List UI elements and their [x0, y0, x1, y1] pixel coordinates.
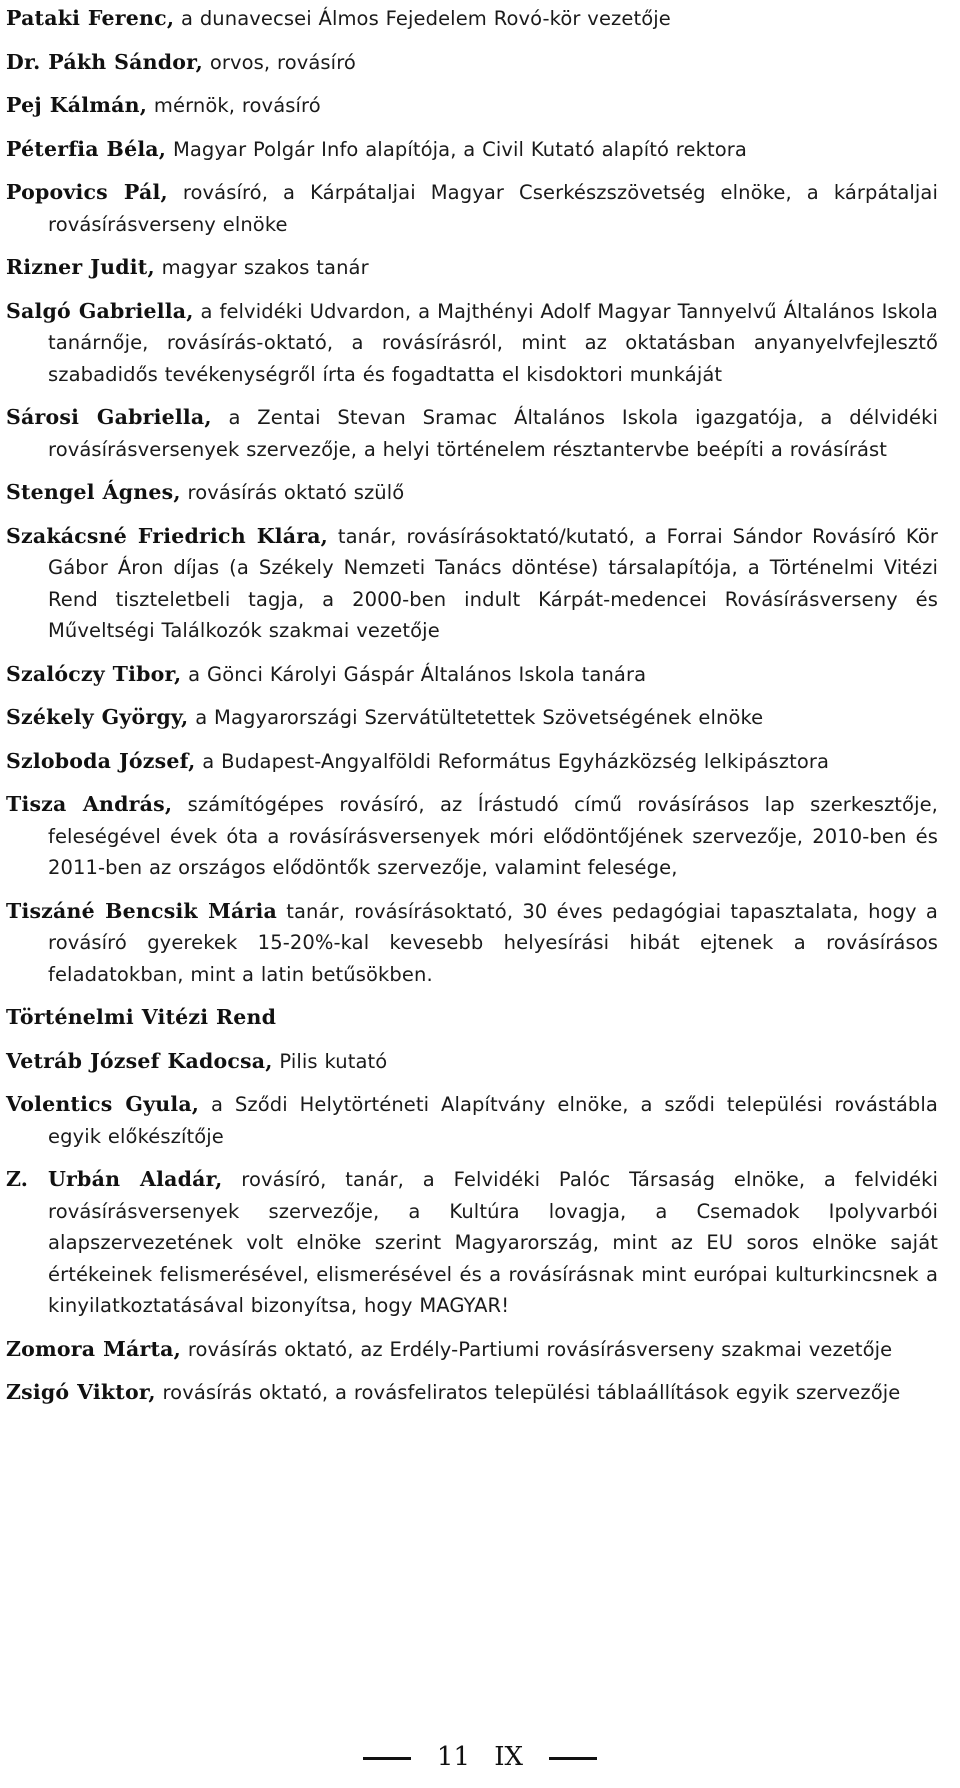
entry-description: tanár, rovásírásoktató/kutató, a Forrai Sándor Rovásíró Kör Gábor Áron díjas (a Székely Nemzeti Tanács döntése) társalapítója, a Történelmi Vitézi Rend tiszteletbeli tagja, a 2000-ben indult Kárpát-medencei Rovásírásverseny és Műveltségi Találkozók szakmai vezetője [48, 524, 938, 642]
entry-name: Rizner Judit, [6, 255, 155, 279]
entry-name: Pej Kálmán, [6, 93, 148, 117]
entry-name: Vetráb József Kadocsa, [6, 1048, 273, 1073]
entry-name: Tiszáné Bencsik Mária [6, 898, 277, 923]
entry-item [6, 177, 938, 240]
entry-description: számítógépes rovásíró, az Írástudó című rovásírásos lap szerkesztője, feleségével évek óta a rovásírásversenyek móri elődöntőjének szervezője, 2010-ben és 2011-ben az országos elődöntők szervezője, valamint felesége, [48, 793, 938, 879]
entry-item [6, 1334, 938, 1366]
footer-roman-numeral: IX [494, 1742, 524, 1772]
entry-item [6, 3, 938, 35]
entry-description: Magyar Polgár Info alapítója, a Civil Kutató alapító rektora [172, 137, 747, 161]
entry-item [6, 1046, 938, 1078]
entry-name: Pataki Ferenc, [6, 6, 175, 30]
entry-description: a Zentai Stevan Sramac Általános Iskola igazgatója, a délvidéki rovásírásversenyek szervezője, a helyi történelem résztantervbe beépíti a rovásírást [48, 406, 938, 461]
entry-name: Történelmi Vitézi Rend [6, 1005, 277, 1029]
page-footer [0, 1742, 960, 1772]
entry-description: rovásírás oktató szülő [187, 481, 405, 504]
entry-description: a Budapest-Angyalföldi Református Egyházközség lelkipásztora [202, 749, 830, 773]
entry-name: Szloboda József, [6, 748, 196, 773]
entry-item [6, 252, 938, 284]
entry-name: Volentics Gyula, [6, 1092, 200, 1116]
entry-description: rovásíró, a Kárpátaljai Magyar Cserkészszövetség elnöke, a kárpátaljai rovásírásverseny elnöke [48, 181, 938, 236]
entry-item [6, 402, 938, 465]
entry-item [6, 90, 938, 122]
entry-name: Szalóczy Tibor, [6, 661, 182, 686]
entry-item [6, 659, 938, 691]
entry-description: a Magyarországi Szervátültetettek Szövetségének elnöke [195, 706, 764, 729]
entry-name: Popovics Pál, [6, 180, 168, 204]
entry-item [6, 1377, 938, 1409]
entry-list [6, 3, 938, 1409]
entry-description: rovásírás oktató, az Erdély-Partiumi rovásírásverseny szakmai vezetője [187, 1337, 893, 1361]
footer-dash-left [363, 1757, 411, 1760]
entry-name: Péterfia Béla, [6, 136, 167, 161]
entry-name: Sárosi Gabriella, [6, 405, 212, 429]
entry-item [6, 134, 938, 166]
entry-item [6, 296, 938, 391]
entry-description: orvos, rovásíró [209, 50, 356, 74]
entry-item [6, 1164, 938, 1322]
entry-description: magyar szakos tanár [161, 256, 369, 279]
entry-name: Salgó Gabriella, [6, 298, 194, 323]
entry-description: a Sződi Helytörténeti Alapítvány elnöke, a sződi települési rovástábla egyik előkészítője [48, 1093, 938, 1148]
footer-page-number: 11 [436, 1742, 471, 1772]
entry-name: Székely György, [6, 705, 189, 729]
entry-description: rovásíró, tanár, a Felvidéki Palóc Társaság elnöke, a felvidéki rovásírásversenyek szervezője, a Kultúra lovagja, a Csemadok Ipolyvarbói alapszervezetének volt elnöke szerint Magyarország, mint az EU soros elnöke saját értékeinek felismerésével, elismerésével és a rovásírásnak mint európai kulturkincsnek a kinyilatkoztatásával bizonyítsa, hogy MAGYAR! [48, 1168, 938, 1317]
entry-item [6, 521, 938, 647]
entry-description: rovásírás oktató, a rovásfeliratos települési táblaállítások egyik szervezője [162, 1381, 901, 1404]
entry-name: Dr. Pákh Sándor, [6, 49, 204, 74]
entry-description: a Gönci Károlyi Gáspár Általános Iskola tanára [188, 662, 647, 686]
entry-name: Tisza András, [6, 792, 173, 816]
entry-name: Zsigó Viktor, [6, 1380, 156, 1404]
entry-name: Szakácsné Friedrich Klára, [6, 523, 329, 548]
entry-item [6, 702, 938, 734]
entry-item [6, 896, 938, 991]
entry-item [6, 789, 938, 884]
entry-description: tanár, rovásírásoktató, 30 éves pedagógiai tapasztalata, hogy a rovásíró gyerekek 15-20%-kal kevesebb helyesírási hibát ejtenek a rovásírásos feladatokban, mint a latin betűsökben. [48, 899, 938, 986]
entry-item [6, 477, 938, 509]
entry-description: mérnök, rovásíró [153, 94, 321, 117]
entry-name: Zomora Márta, [6, 1336, 181, 1361]
entry-item [6, 1089, 938, 1152]
entry-name: Z. Urbán Aladár, [6, 1167, 223, 1191]
footer-dash-right [549, 1757, 597, 1760]
entry-item [6, 1002, 938, 1034]
entry-name: Stengel Ágnes, [6, 480, 181, 504]
entry-description: Pilis kutató [279, 1049, 388, 1073]
entry-description: a dunavecsei Álmos Fejedelem Rovó-kör vezetője [180, 7, 671, 30]
entry-item [6, 746, 938, 778]
entry-description: a felvidéki Udvardon, a Majthényi Adolf Magyar Tannyelvű Általános Iskola tanárnője, rovásírás-oktató, a rovásírásról, mint az oktatásban anyanyelvfejlesztő szabadidős tevékenységről írta és fogadtatta el kisdoktori munkáját [48, 299, 938, 386]
entry-item [6, 47, 938, 79]
